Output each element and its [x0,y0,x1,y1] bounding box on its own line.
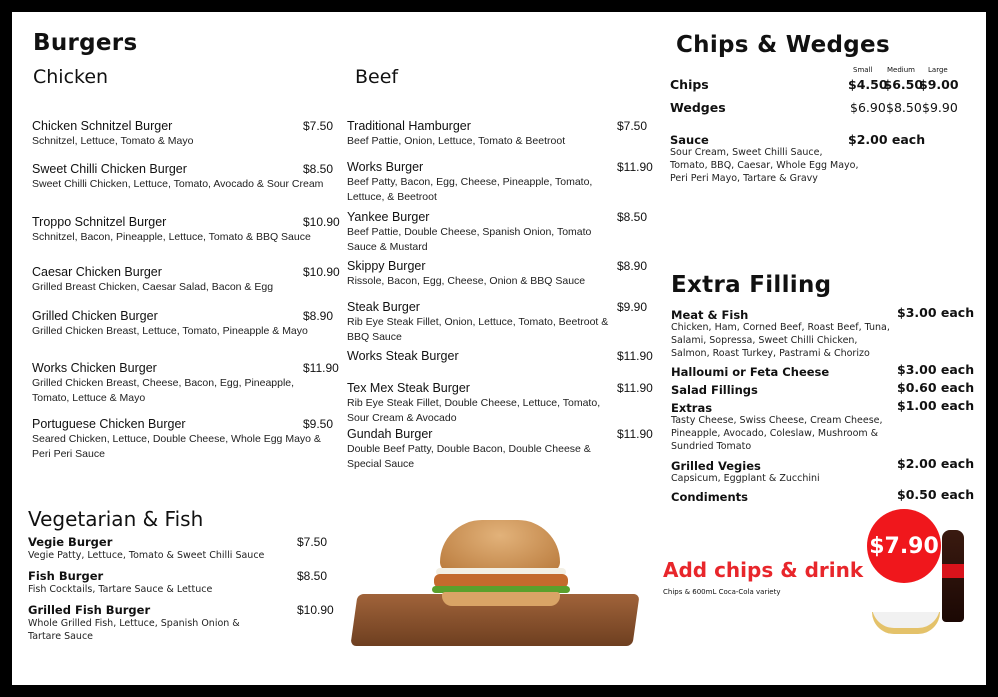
chips-price: $6.50 [883,77,924,92]
extra-item-name: Salad Fillings [671,383,758,397]
menu-item-price: $10.90 [303,265,340,279]
menu-item-description: Grilled Breast Chicken, Caesar Salad, Bacon & Egg [32,281,274,293]
menu-item-description: Beef Patty, Bacon, Egg, Cheese, Pineapple, Tomato, Lettuce, & Beetroot [347,176,593,203]
beef-title: Beef [355,66,399,88]
menu-item-description: Grilled Chicken Breast, Cheese, Bacon, Egg, Pineapple, Tomato, Lettuce & Mayo [32,377,295,404]
menu-item-name: Caesar Chicken Burger [32,265,162,279]
veg-item-name: Vegie Burger [28,535,113,549]
menu-item-description: Rissole, Bacon, Egg, Cheese, Onion & BBQ Sauce [347,275,586,287]
menu-item-name: Traditional Hamburger [347,119,471,133]
menu-item-price: $10.90 [303,215,340,229]
sauce-name: Sauce [670,133,709,147]
menu-item-description: Seared Chicken, Lettuce, Double Cheese, Whole Egg Mayo & Peri Peri Sauce [32,433,321,460]
menu-item-price: $11.90 [303,361,339,375]
menu-item-price: $11.90 [617,160,653,174]
extra-item-name: Condiments [671,490,749,504]
veg-item-description: Fish Cocktails, Tartare Sauce & Lettuce [28,584,213,595]
menu-item-name: Works Chicken Burger [32,361,157,375]
menu-item-description: Beef Pattie, Onion, Lettuce, Tomato & Beetroot [347,135,566,147]
menu-item-price: $11.90 [617,349,653,363]
extra-item-name: Halloumi or Feta Cheese [671,365,830,379]
menu-item-name: Sweet Chilli Chicken Burger [32,162,187,176]
menu-item-price: $9.90 [617,300,648,314]
menu-page [12,12,986,685]
chips-price: $8.50 [886,100,922,115]
size-label: Medium [887,66,915,74]
burgers-title: Burgers [33,30,138,56]
veg-title: Vegetarian & Fish [28,507,204,531]
menu-item-name: Tex Mex Steak Burger [347,381,470,395]
menu-item-description: Rib Eye Steak Fillet, Double Cheese, Lettuce, Tomato, Sour Cream & Avocado [347,397,601,424]
veg-item-name: Fish Burger [28,569,104,583]
veg-item-price: $7.50 [297,535,328,549]
menu-item-price: $11.90 [617,381,653,395]
extra-title: Extra Filling [671,272,832,298]
menu-item-description: Grilled Chicken Breast, Lettuce, Tomato, Pineapple & Mayo [32,325,308,337]
menu-item-name: Steak Burger [347,300,420,314]
menu-item-price: $8.50 [303,162,334,176]
menu-item-description: Beef Pattie, Double Cheese, Spanish Onion, Tomato Sauce & Mustard [347,226,592,253]
chicken-title: Chicken [33,66,109,88]
veg-item-description: Whole Grilled Fish, Lettuce, Spanish Onion & Tartare Sauce [28,618,240,642]
menu-item-description: Schnitzel, Bacon, Pineapple, Lettuce, Tomato & BBQ Sauce [32,231,311,243]
veg-item-description: Vegie Patty, Lettuce, Tomato & Sweet Chilli Sauce [28,550,265,561]
menu-item-name: Works Steak Burger [347,349,459,363]
extra-item-description: Chicken, Ham, Corned Beef, Roast Beef, Tuna, Salami, Sopressa, Sweet Chilli Chicken, Salmon, Roast Turkey, Pastrami & Chorizo [671,322,890,359]
menu-item-name: Grilled Chicken Burger [32,309,158,323]
menu-item-name: Portuguese Chicken Burger [32,417,186,431]
chips-bowl-image [872,612,940,634]
size-label: Small [853,66,873,74]
menu-item-price: $9.50 [303,417,334,431]
extra-item-price: $0.60 each [897,380,975,395]
menu-item-description: Double Beef Patty, Double Bacon, Double Cheese & Special Sauce [347,443,591,470]
menu-item-price: $8.90 [303,309,334,323]
chips-row-name: Wedges [670,100,726,115]
extra-item-price: $3.00 each [897,362,975,377]
menu-item-description: Sweet Chilli Chicken, Lettuce, Tomato, Avocado & Sour Cream [32,178,324,190]
menu-item-description: Rib Eye Steak Fillet, Onion, Lettuce, Tomato, Beetroot & BBQ Sauce [347,316,609,343]
menu-item-price: $11.90 [617,427,653,441]
size-label: Large [928,66,948,74]
menu-item-price: $7.50 [617,119,648,133]
menu-item-description: Schnitzel, Lettuce, Tomato & Mayo [32,135,194,147]
promo-title: Add chips & drink [663,558,864,582]
veg-item-name: Grilled Fish Burger [28,603,151,617]
promo-subtitle: Chips & 600mL Coca-Cola variety [663,588,781,596]
menu-item-name: Chicken Schnitzel Burger [32,119,173,133]
menu-item-price: $8.90 [617,259,648,273]
menu-item-name: Works Burger [347,160,424,174]
chips-title: Chips & Wedges [676,32,890,58]
menu-item-price: $7.50 [303,119,334,133]
menu-item-name: Gundah Burger [347,427,433,441]
menu-item-name: Yankee Burger [347,210,430,224]
coke-bottle-image [942,530,964,622]
veg-item-price: $8.50 [297,569,328,583]
extra-item-price: $1.00 each [897,398,975,413]
menu-item-name: Troppo Schnitzel Burger [32,215,167,229]
chips-price: $4.50 [848,77,888,92]
extra-item-price: $2.00 each [897,456,975,471]
veg-item-price: $10.90 [297,603,334,617]
extra-item-name: Meat & Fish [671,308,749,322]
burger-image [350,512,645,657]
menu-item-name: Skippy Burger [347,259,426,273]
extra-item-name: Grilled Vegies [671,459,761,473]
chips-price: $9.90 [922,100,958,115]
extra-item-name: Extras [671,401,713,415]
extra-item-description: Tasty Cheese, Swiss Cheese, Cream Cheese, Pineapple, Avocado, Coleslaw, Mushroom & Sundried Tomato [671,415,883,452]
extra-item-price: $3.00 each [897,305,975,320]
extra-item-description: Capsicum, Eggplant & Zucchini [671,473,820,484]
sauce-price: $2.00 each [848,132,926,147]
chips-row-name: Chips [670,77,709,92]
menu-item-price: $8.50 [617,210,648,224]
chips-price: $6.90 [850,100,886,115]
sauce-description: Sour Cream, Sweet Chilli Sauce, Tomato, BBQ, Caesar, Whole Egg Mayo, Peri Peri Mayo, Tartare & Gravy [670,147,859,184]
promo-price-badge: $7.90 [867,509,941,583]
chips-price: $9.00 [919,77,959,92]
extra-item-price: $0.50 each [897,487,975,502]
